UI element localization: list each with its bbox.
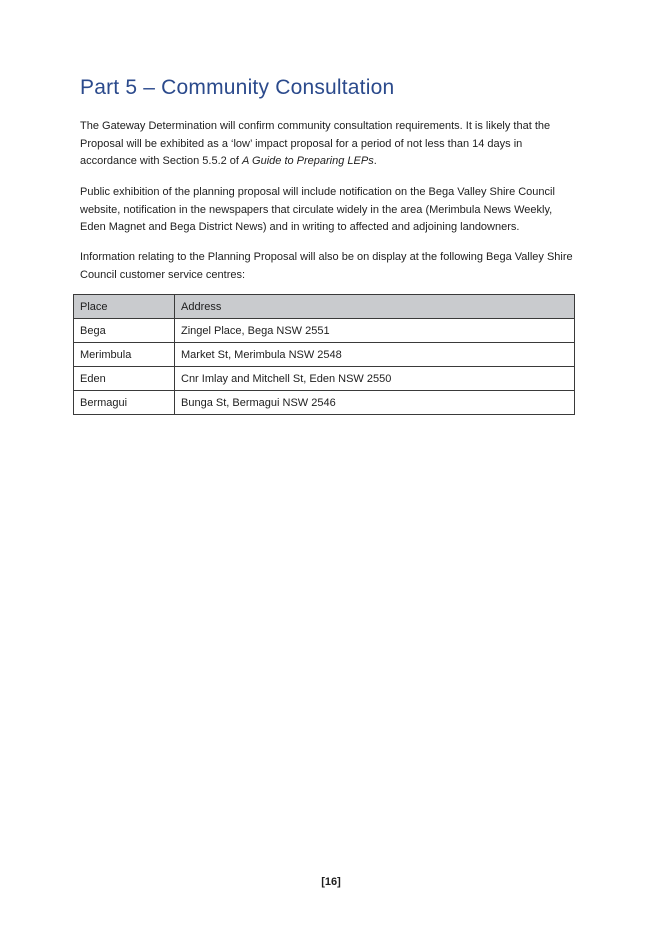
column-header-address: Address <box>175 295 575 319</box>
paragraph-text: The Gateway Determination will confirm community consultation requirements. It is likely that the Proposal will be exhibited as a ‘low’ impact proposal for a period of not less than 14 days in accordance with Section 5.5.2 of <box>80 120 551 167</box>
table-row <box>74 343 575 367</box>
table-row <box>74 367 575 391</box>
address-cell: Bunga St, Bermagui NSW 2546 <box>175 391 575 415</box>
address-cell: Cnr Imlay and Mitchell St, Eden NSW 2550 <box>175 367 575 391</box>
paragraph-public-exhibition: Public exhibition of the planning proposal will include notification on the Bega Valley Shire Council website, notification in the newspapers that circulate widely in the area (Merimbula News Weekly, Eden Magnet and Bega District News) and in writing to affected and adjoining landowners. <box>80 186 555 233</box>
table-header-row <box>74 295 575 319</box>
column-header-place: Place <box>74 295 175 319</box>
service-centres-table <box>73 294 575 415</box>
address-cell: Market St, Merimbula NSW 2548 <box>175 343 575 367</box>
paragraph-display-locations: Information relating to the Planning Proposal will also be on display at the following Bega Valley Shire Council customer service centres: <box>80 251 573 281</box>
table-row <box>74 319 575 343</box>
address-cell: Zingel Place, Bega NSW 2551 <box>175 319 575 343</box>
place-cell: Bermagui <box>74 391 175 415</box>
place-cell: Eden <box>74 367 175 391</box>
section-heading: Part 5 – Community Consultation <box>80 76 395 99</box>
paragraph-end: . <box>373 155 377 167</box>
place-cell: Bega <box>74 319 175 343</box>
guide-title-italic: A Guide to Preparing LEPs <box>242 155 374 167</box>
paragraph-consultation-requirements <box>80 118 580 171</box>
page-number: [16] <box>321 876 341 888</box>
place-cell: Merimbula <box>74 343 175 367</box>
table-row <box>74 391 575 415</box>
